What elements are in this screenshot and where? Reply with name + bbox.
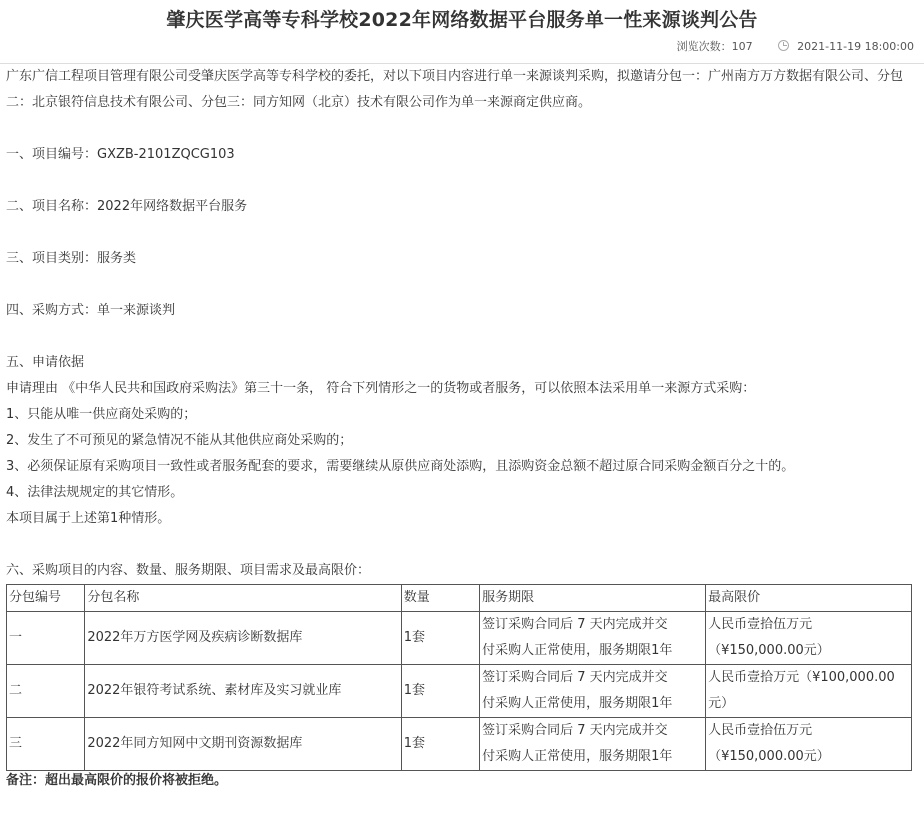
service-term-line-1: 签订采购合同后 7 天内完成并交	[482, 670, 668, 685]
basis-conclusion: 本项目属于上述第1种情形。	[6, 511, 171, 526]
cell-package-no: 二	[7, 665, 85, 718]
article-meta	[0, 37, 924, 57]
cell-max-price	[706, 718, 912, 771]
max-price-line-2: （¥150,000.00元）	[708, 749, 830, 764]
table-row	[7, 718, 912, 771]
basis-condition-1: 1、只能从唯一供应商处采购的；	[6, 407, 197, 422]
col-header-service-term: 服务期限	[480, 585, 706, 612]
price-note: 备注：超出最高限价的报价将被拒绝。	[6, 773, 228, 788]
clock-icon	[778, 40, 789, 51]
table-header-row	[7, 585, 912, 612]
max-price-line-1: 人民币壹拾万元（¥100,000.00	[708, 670, 895, 685]
col-header-max-price: 最高限价	[706, 585, 912, 612]
cell-package-name: 2022年银符考试系统、素材库及实习就业库	[85, 665, 401, 718]
cell-package-no: 一	[7, 612, 85, 665]
service-term-line-2: 付采购人正常使用，服务期限1年	[482, 696, 673, 711]
page-title: 肇庆医学高等专科学校2022年网络数据平台服务单一性来源谈判公告	[166, 9, 758, 31]
basis-reason: 申请理由 《中华人民共和国政府采购法》第三十一条， 符合下列情形之一的货物或者服务，可以依照本法采用单一来源方式采购：	[6, 381, 756, 396]
cell-quantity: 1套	[401, 612, 479, 665]
max-price-line-2: （¥150,000.00元）	[708, 643, 830, 658]
table-row	[7, 612, 912, 665]
cell-max-price	[706, 612, 912, 665]
service-term-line-2: 付采购人正常使用，服务期限1年	[482, 643, 673, 658]
max-price-line-1: 人民币壹拾伍万元	[708, 617, 813, 632]
items-heading: 六、采购项目的内容、数量、服务期限、项目需求及最高限价：	[6, 563, 371, 578]
service-term-line-1: 签订采购合同后 7 天内完成并交	[482, 617, 668, 632]
cell-quantity: 1套	[401, 718, 479, 771]
service-term-line-1: 签订采购合同后 7 天内完成并交	[482, 723, 668, 738]
table-row	[7, 665, 912, 718]
cell-service-term	[480, 718, 706, 771]
project-name: 二、项目名称：2022年网络数据平台服务	[6, 199, 248, 214]
basis-condition-4: 4、法律法规规定的其它情形。	[6, 485, 184, 500]
max-price-line-2: 元）	[708, 696, 735, 711]
article-body	[0, 64, 924, 791]
procurement-method: 四、采购方式：单一来源谈判	[6, 303, 176, 318]
col-header-package-name: 分包名称	[85, 585, 401, 612]
procurement-table	[6, 584, 912, 771]
cell-service-term	[480, 665, 706, 718]
intro-paragraph: 广东广信工程项目管理有限公司受肇庆医学高等专科学校的委托，对以下项目内容进行单一来源谈判采购，拟邀请分包一：广州南方万方数据有限公司、分包二：北京银符信息技术有限公司、分包三：同方知网（北京）技术有限公司作为单一来源商定供应商。	[6, 69, 904, 110]
publish-date: 2021-11-19 18:00:00	[797, 40, 914, 53]
col-header-quantity: 数量	[401, 585, 479, 612]
cell-max-price	[706, 665, 912, 718]
max-price-line-1: 人民币壹拾伍万元	[708, 723, 813, 738]
basis-condition-2: 2、发生了不可预见的紧急情况不能从其他供应商处采购的；	[6, 433, 353, 448]
view-count: 浏览次数：107	[676, 40, 753, 53]
project-category: 三、项目类别：服务类	[6, 251, 137, 266]
service-term-line-2: 付采购人正常使用，服务期限1年	[482, 749, 673, 764]
project-number: 一、项目编号：GXZB-2101ZQCG103	[6, 147, 235, 162]
cell-quantity: 1套	[401, 665, 479, 718]
col-header-package-no: 分包编号	[7, 585, 85, 612]
cell-package-no: 三	[7, 718, 85, 771]
cell-package-name: 2022年万方医学网及疾病诊断数据库	[85, 612, 401, 665]
basis-heading: 五、申请依据	[6, 355, 85, 370]
cell-service-term	[480, 612, 706, 665]
basis-condition-3: 3、必须保证原有采购项目一致性或者服务配套的要求，需要继续从原供应商处添购，且添购资金总额不超过原合同采购金额百分之十的。	[6, 459, 795, 474]
cell-package-name: 2022年同方知网中文期刊资源数据库	[85, 718, 401, 771]
